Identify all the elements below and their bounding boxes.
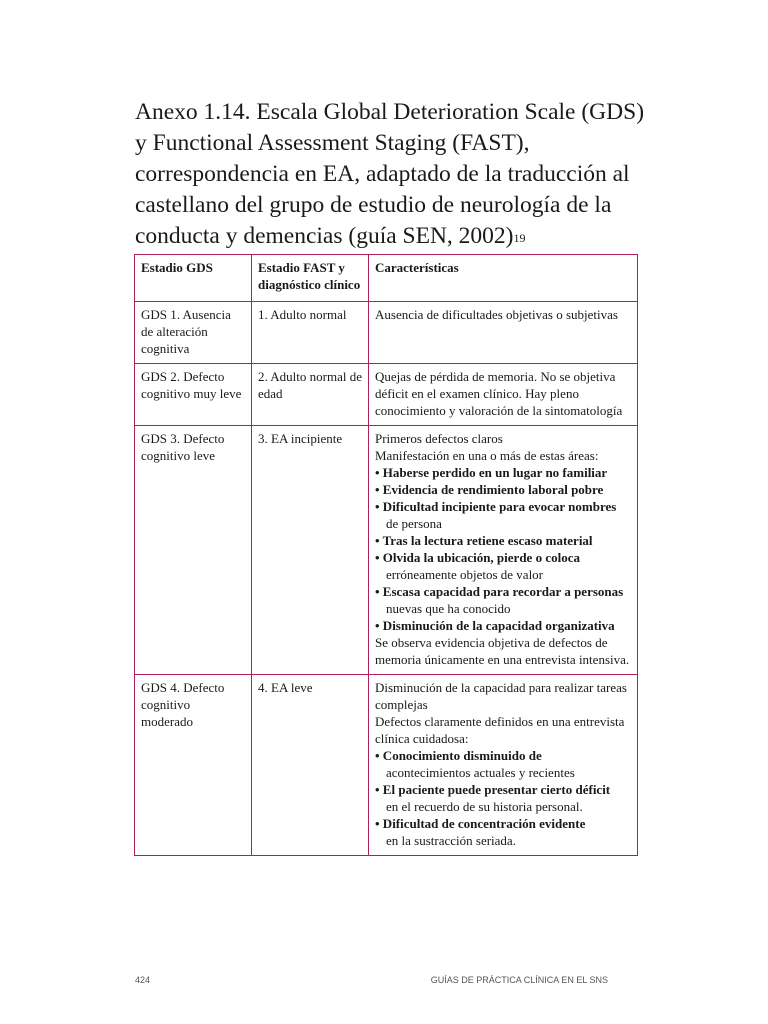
- cell-caracteristicas: [369, 302, 638, 364]
- page-title: [135, 97, 655, 252]
- table-header-row: [135, 255, 638, 302]
- header-caracteristicas: Características: [369, 255, 638, 302]
- cell-caracteristicas: [369, 675, 638, 856]
- cell-gds: GDS 1. Ausencia de alteración cognitiva: [135, 302, 252, 364]
- text-line: Primeros defectos claros: [375, 431, 503, 446]
- cell-caracteristicas: [369, 426, 638, 675]
- bullet-item: • Escasa capacidad para recordar a personas: [375, 584, 624, 599]
- cell-gds: GDS 3. Defecto cognitivo leve: [135, 426, 252, 675]
- cell-gds: GDS 2. Defecto cognitivo muy leve: [135, 364, 252, 426]
- text-line: Se observa evidencia objetiva de defectos de memoria únicamente en una entrevista intensiva.: [375, 635, 630, 667]
- text-line: nuevas que ha conocido: [386, 601, 511, 616]
- cell-fast: 1. Adulto normal: [252, 302, 369, 364]
- text-line: Disminución de la capacidad para realizar tareas complejas: [375, 680, 627, 712]
- bullet-item: • Dificultad de concentración evidente: [375, 816, 586, 831]
- text-line: en la sustracción seriada.: [386, 833, 516, 848]
- cell-caracteristicas: [369, 364, 638, 426]
- title-text: Anexo 1.14. Escala Global Deterioration Scale (GDS) y Functional Assessment Staging (FAST), correspondencia en EA, adaptado de la traducción al castellano del grupo de estudio de neurología de la conducta y demencias (guía SEN, 2002): [135, 99, 645, 249]
- cell-fast: 3. EA incipiente: [252, 426, 369, 675]
- bullet-item: • Conocimiento disminuido de: [375, 748, 542, 763]
- bullet-item: • Disminución de la capacidad organizativa: [375, 618, 615, 633]
- text-line: en el recuerdo de su historia personal.: [386, 799, 583, 814]
- bullet-item: • El paciente puede presentar cierto déficit: [375, 782, 611, 797]
- header-estadio-fast: Estadio FAST y diagnóstico clínico: [252, 255, 369, 302]
- bullet-item: • Haberse perdido en un lugar no familiar: [375, 465, 608, 480]
- text-line: erróneamente objetos de valor: [386, 567, 544, 582]
- bullet-item: • Tras la lectura retiene escaso material: [375, 533, 593, 548]
- text-line: acontecimientos actuales y recientes: [386, 765, 575, 780]
- bullet-item: • Olvida la ubicación, pierde o coloca: [375, 550, 580, 565]
- gds-fast-table: [134, 254, 638, 856]
- text-line: Ausencia de dificultades objetivas o subjetivas: [375, 307, 618, 322]
- text-line: Manifestación en una o más de estas áreas:: [375, 448, 599, 463]
- bullet-item: • Evidencia de rendimiento laboral pobre: [375, 482, 604, 497]
- table-row: [135, 302, 638, 364]
- page-number: 424: [135, 975, 151, 985]
- bullet-item: • Dificultad incipiente para evocar nombres: [375, 499, 617, 514]
- table-row: [135, 675, 638, 856]
- footer-series: GUÍAS DE PRÁCTICA CLÍNICA EN EL SNS: [430, 975, 608, 985]
- title-reference: 19: [513, 231, 526, 245]
- text-line: Quejas de pérdida de memoria. No se objetiva déficit en el examen clínico. Hay pleno conocimiento y valoración de la sintomatología: [375, 369, 623, 418]
- table-row: [135, 426, 638, 675]
- cell-fast: 2. Adulto normal de edad: [252, 364, 369, 426]
- text-line: Defectos claramente definidos en una entrevista clínica cuidadosa:: [375, 714, 625, 746]
- cell-fast: 4. EA leve: [252, 675, 369, 856]
- cell-gds: GDS 4. Defecto cognitivo moderado: [135, 675, 252, 856]
- header-estadio-gds: Estadio GDS: [135, 255, 252, 302]
- text-line: de persona: [386, 516, 442, 531]
- table-row: [135, 364, 638, 426]
